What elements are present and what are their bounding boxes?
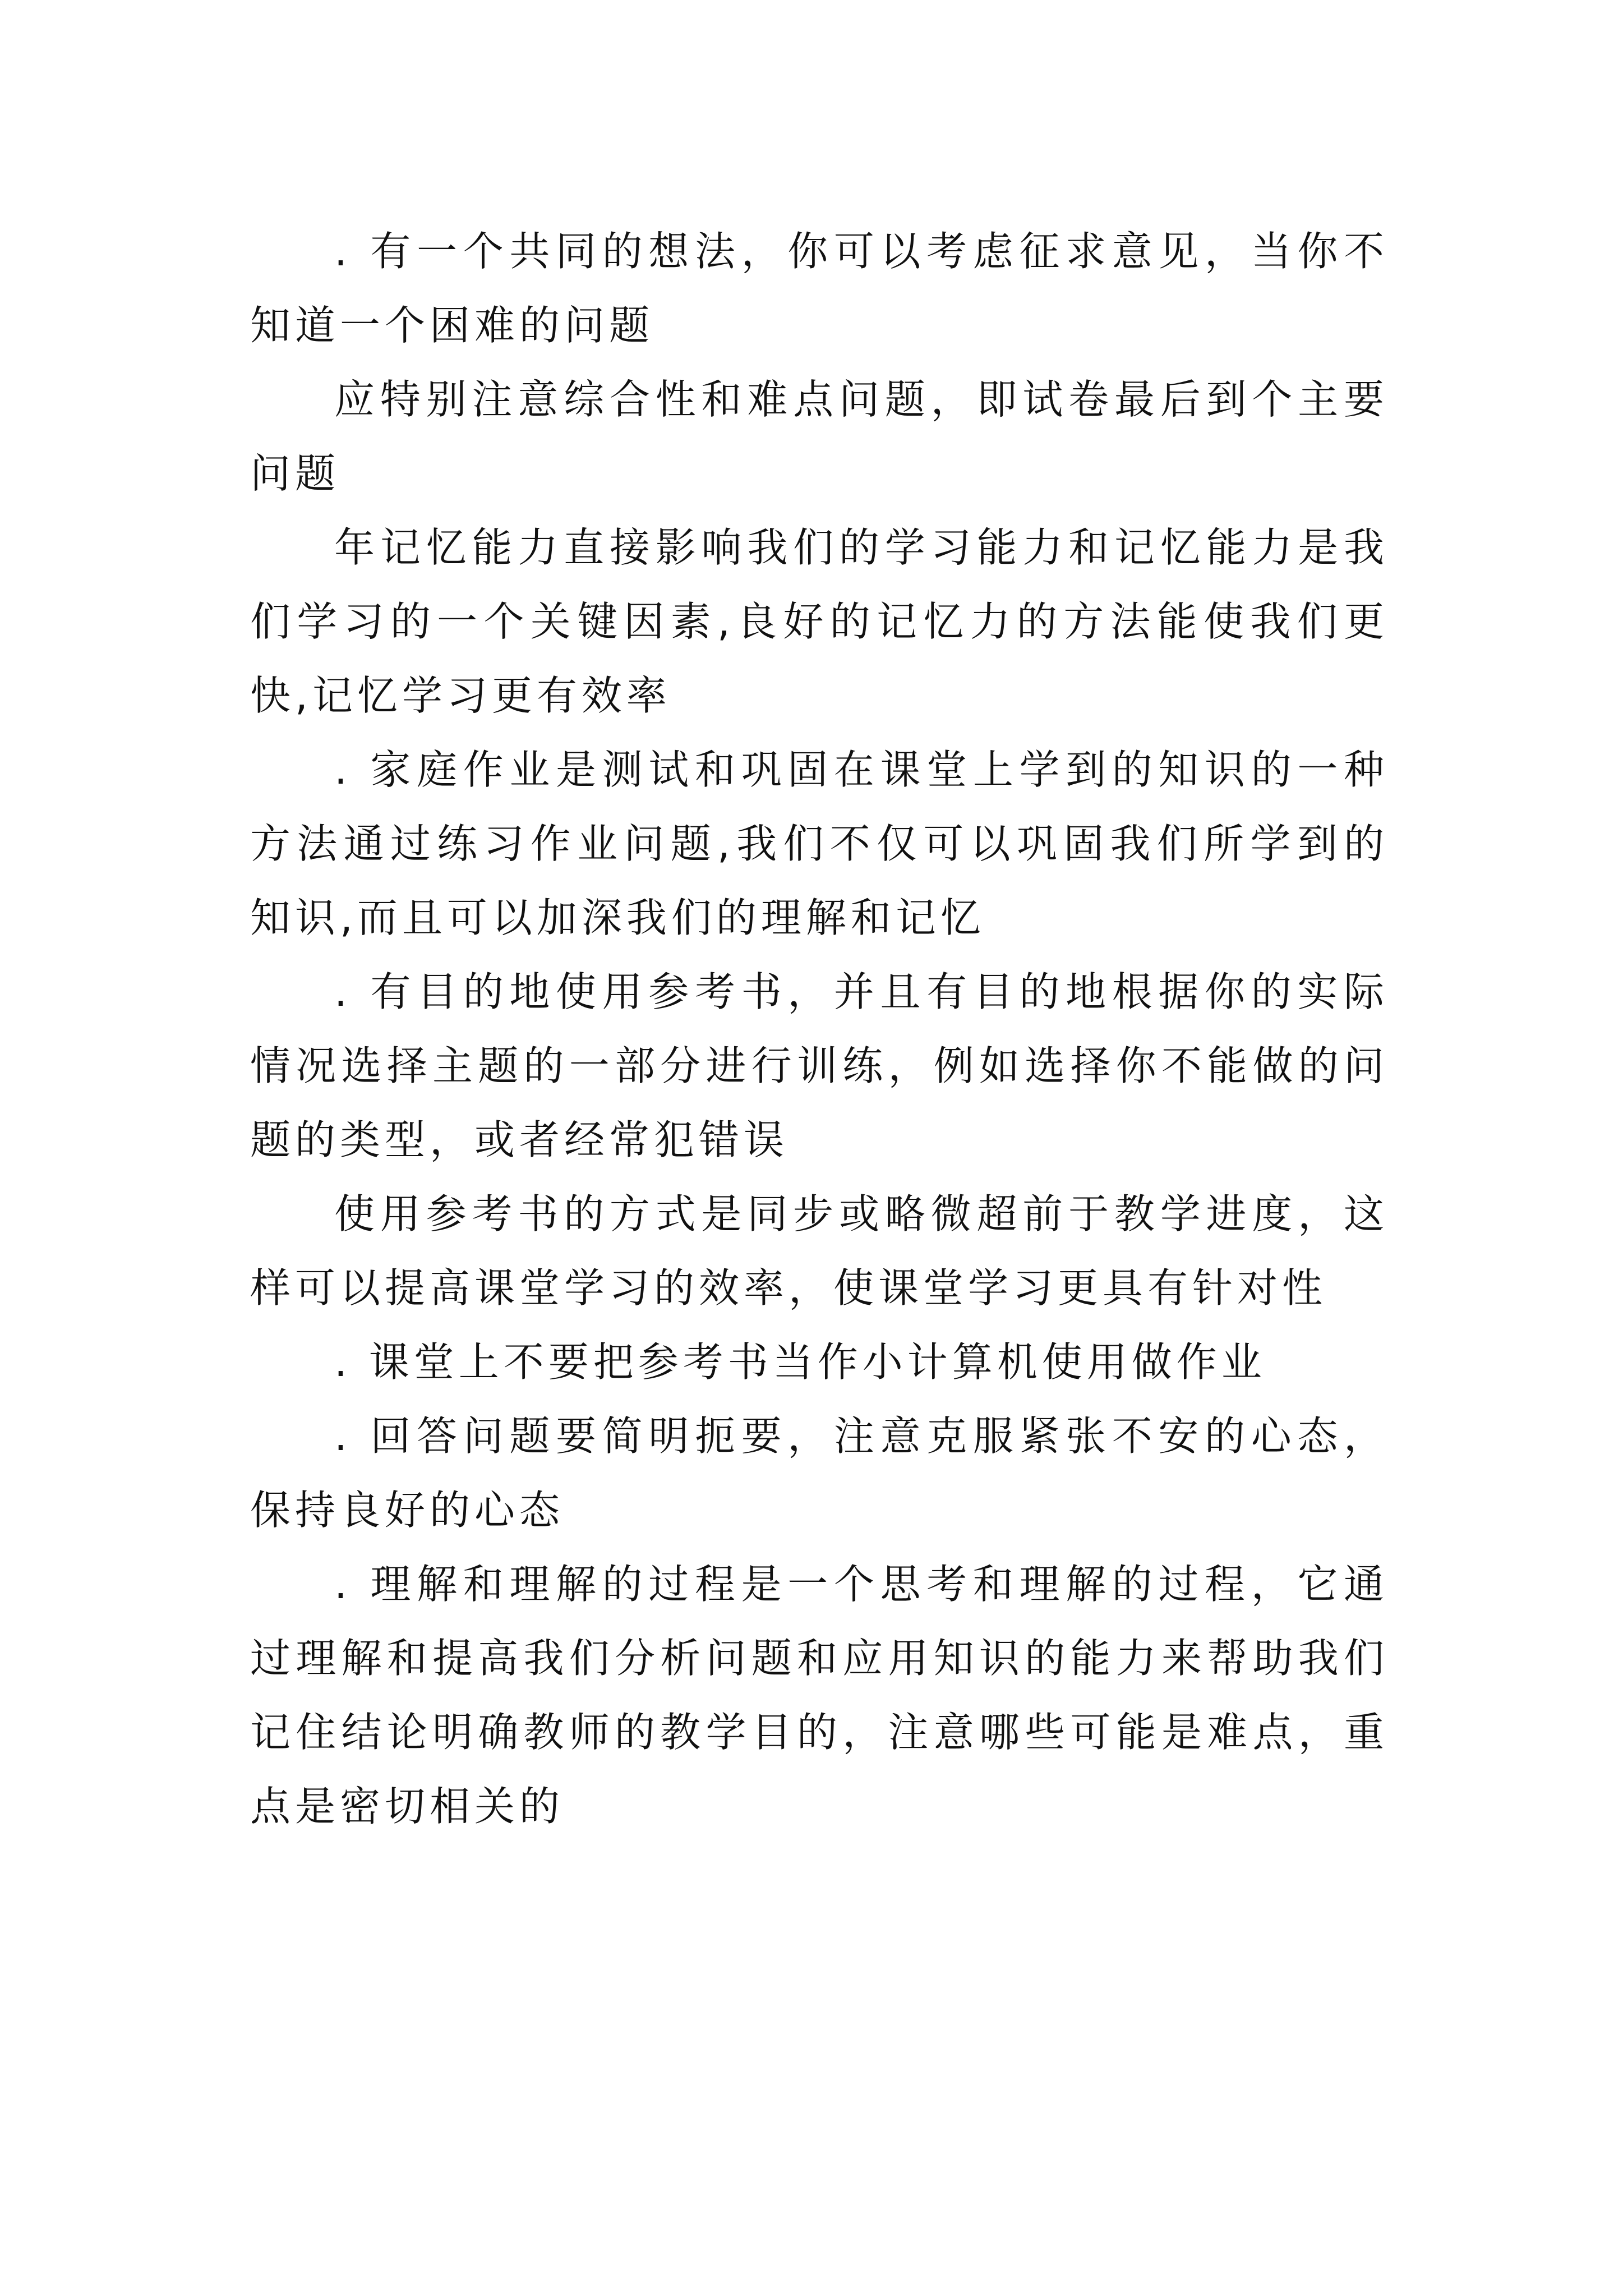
paragraph: . 家庭作业是测试和巩固在课堂上学到的知识的一种方法通过练习作业问题,我们不仅可以巩固我们所学到的知识,而且可以加深我们的理解和记忆 (250, 746, 1389, 941)
paragraph: 使用参考书的方式是同步或略微超前于教学进度，这样可以提高课堂学习的效率，使课堂学习更具有针对性 (250, 1190, 1389, 1312)
document-body (250, 214, 1389, 1843)
paragraph: . 有目的地使用参考书，并且有目的地根据你的实际情况选择主题的一部分进行训练，例如选择你不能做的问题的类型，或者经常犯错误 (250, 968, 1389, 1163)
paragraph: 年记忆能力直接影响我们的学习能力和记忆能力是我们学习的一个关键因素,良好的记忆力的方法能使我们更快,记忆学习更有效率 (250, 524, 1389, 719)
paragraph: . 理解和理解的过程是一个思考和理解的过程，它通过理解和提高我们分析问题和应用知识的能力来帮助我们记住结论明确教师的教学目的，注意哪些可能是难点，重点是密切相关的 (250, 1561, 1389, 1830)
paragraph: 应特别注意综合性和难点问题，即试卷最后到个主要问题 (250, 376, 1389, 497)
paragraph: . 回答问题要简明扼要，注意克服紧张不安的心态，保持良好的心态 (250, 1412, 1389, 1534)
paragraph: . 课堂上不要把参考书当作小计算机使用做作业 (334, 1338, 1266, 1386)
paragraph: . 有一个共同的想法，你可以考虑征求意见，当你不知道一个困难的问题 (250, 228, 1389, 349)
